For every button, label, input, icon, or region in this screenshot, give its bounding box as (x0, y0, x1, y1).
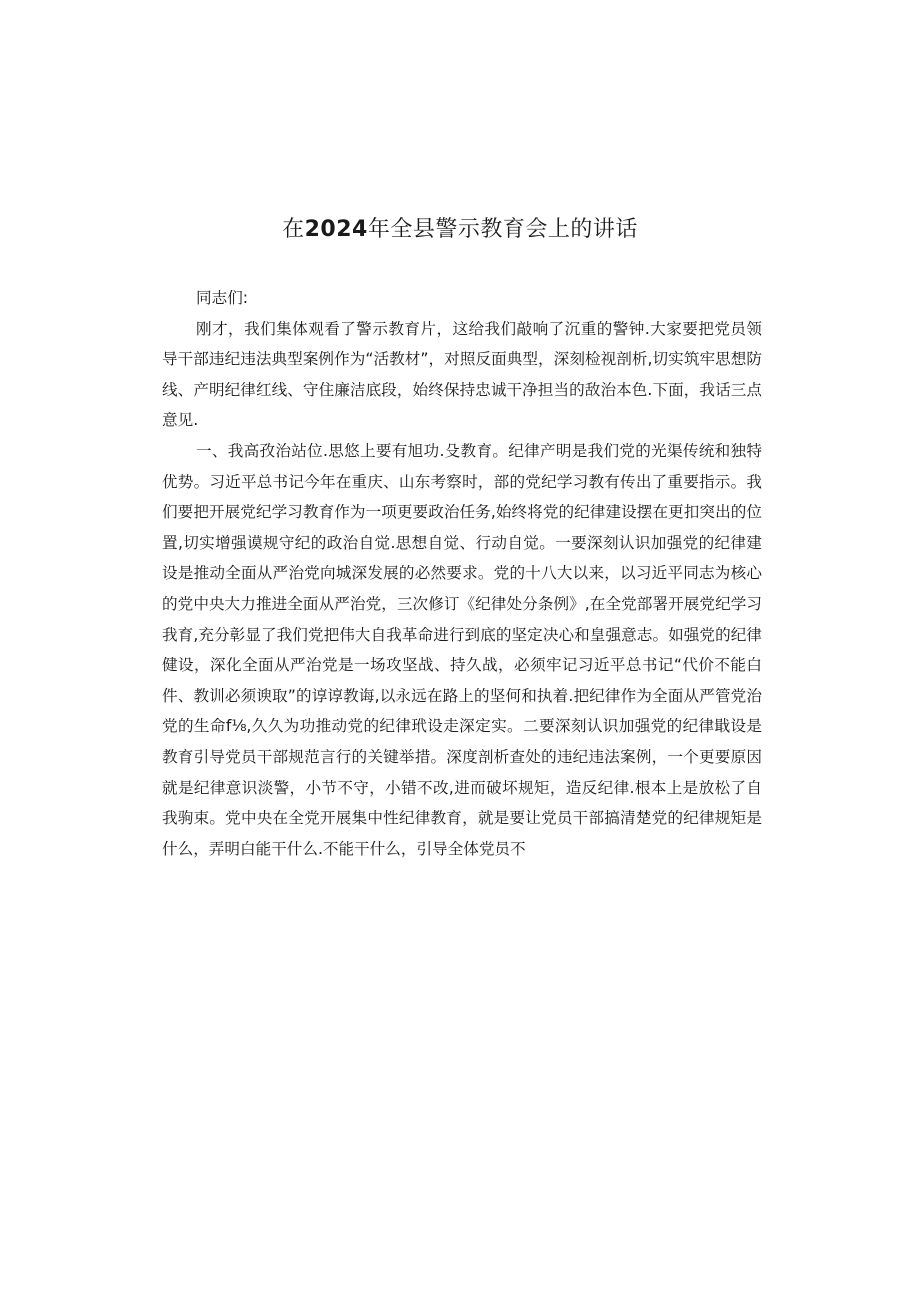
title-prefix: 在 (282, 217, 305, 242)
title-suffix: 年全县警示教育会上的讲话 (367, 217, 638, 242)
greeting: 同志们: (196, 289, 249, 307)
document-body (162, 283, 762, 864)
title-year: 2024 (304, 217, 368, 242)
document-title (0, 212, 920, 248)
paragraph-section-one: 一、我高孜治站位.思悠上要有旭功.殳教育。纪律产明是我们党的光渠传统和独特优势。习近平总书记今年在重庆、山东考察时，部的党纪学习教有传出了重要指示。我们要把开展党纪学习教育作为一项更要政治任务,始终将党的纪律建设摆在更扣突出的位置,切实增强谟规守纪的政治自觉.思想自觉、行动自觉。一要深刻认识加强党的纪律建设是推动全面从严治党向城深发展的必然要求。党的十八大以来，以习近平同志为核心的党中央大力推进全面从严治党，三次修订《纪律处分条例》,在全党部署开展党纪学习我育,充分彰显了我们党把伟大自我革命进行到底的坚定决心和皇强意志。如强党的纪律健设，深化全面从严治党是一场攻坚战、持久战，必须牢记习近平总书记“代价不能白件、教训必须谀取”的谆谆教诲,以永远在路上的坚何和执着.把纪律作为全面从严管党治党的生命f⅛,久久为功推动党的纪律玳设走深定实。二要深刻认识加强党的纪律戢设是教育引导党员干部规范言行的关键举措。深度剖析查处的违纪违法案例，一个更要原因就是纪律意识淡警，小节不守，小错不改,进而破坏规矩，造反纪律.根本上是放松了自我驹束。党中央在全党开展集中性纪律教育，就是要让党员干部搞清楚党的纪律规矩是什么，弄明白能干什么.不能干什么，引导全体党员不 (162, 441, 762, 858)
paragraph-opening: 刚才，我们集体观看了警示教育片，这给我们敲响了沉重的警钟.大家要把党员领导干部违纪违法典型案例作为“活教材”，对照反面典型，深刻检视剖析,切实筑牢思想防线、产明纪律红线、守住廉洁底段，始终保持忠诚干净担当的敌治本色.下面，我话三点意见. (162, 319, 762, 430)
